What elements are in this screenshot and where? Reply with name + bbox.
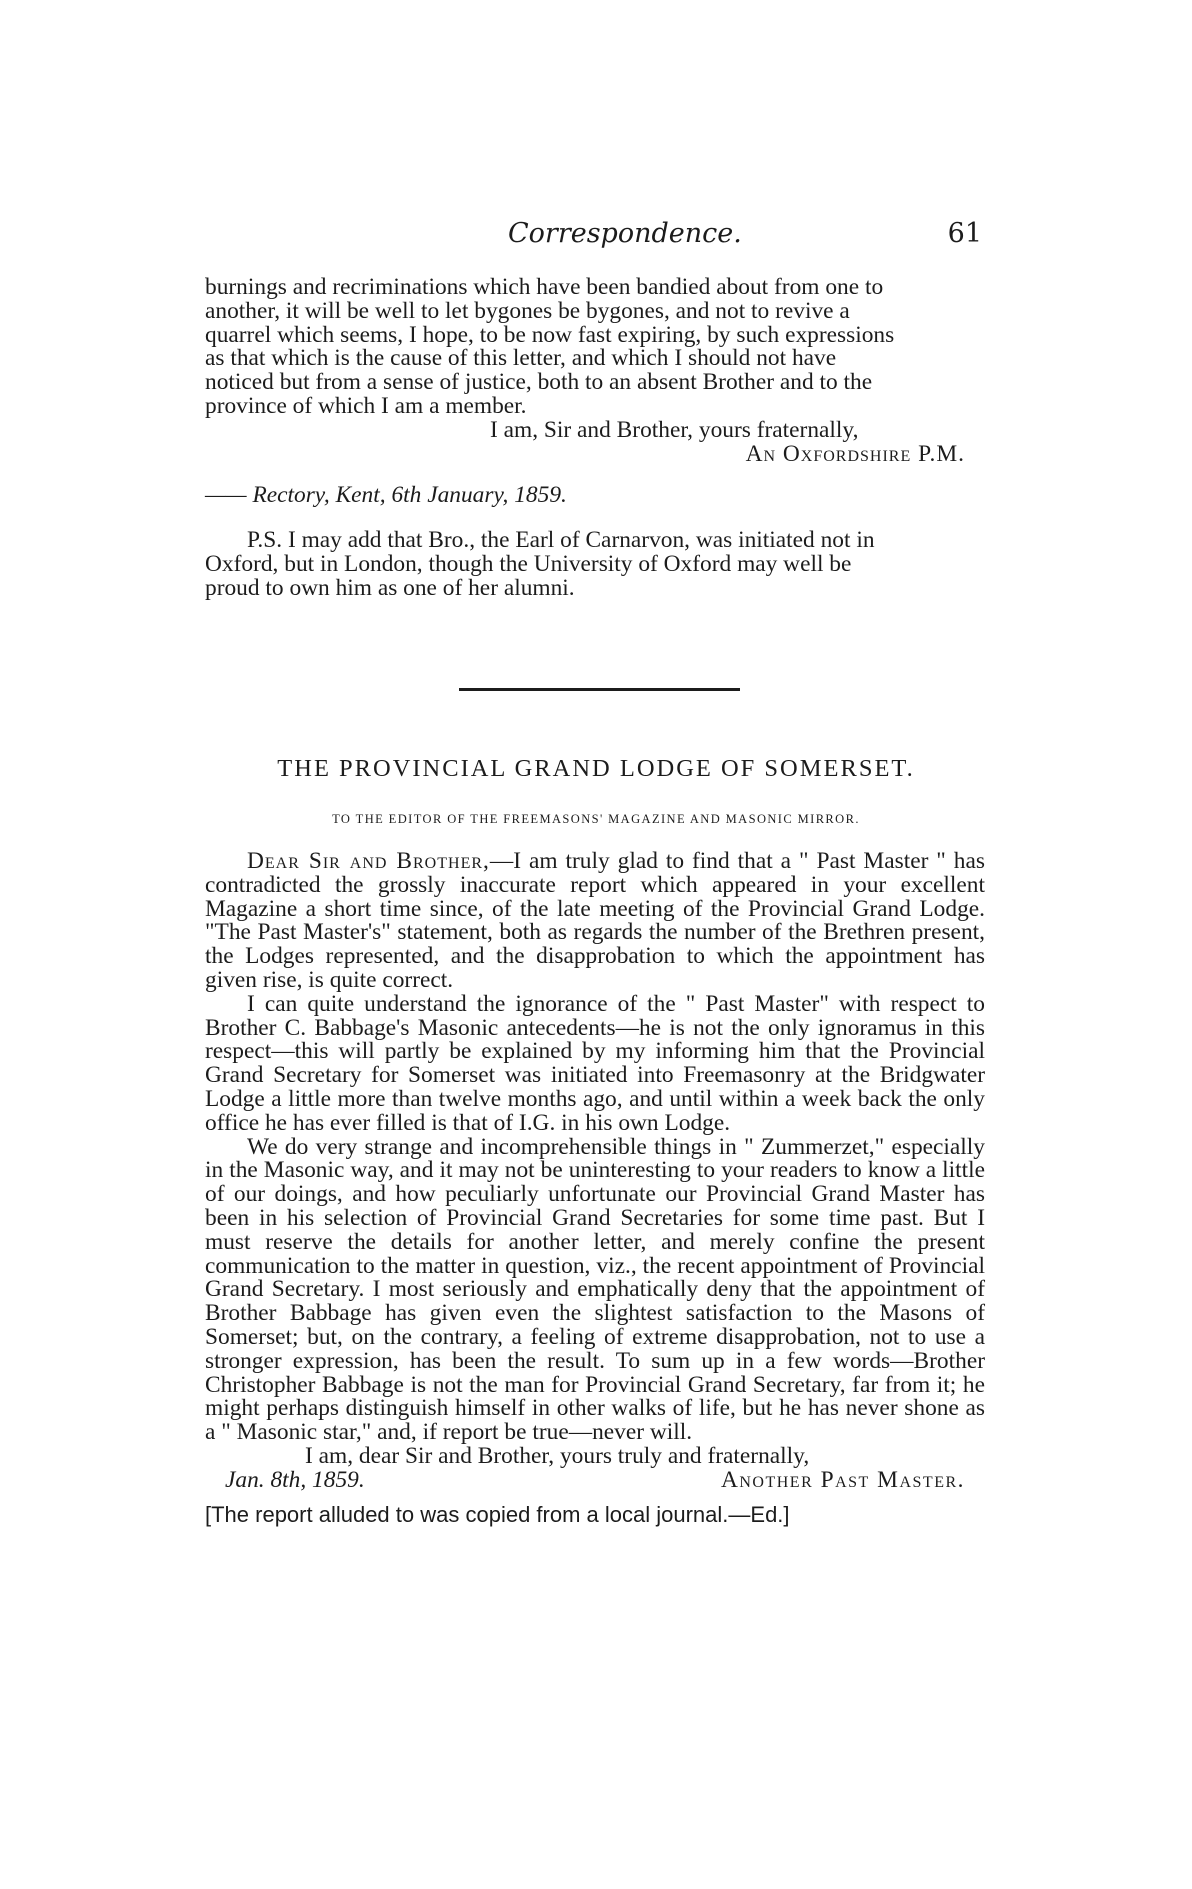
text-line: burnings and recriminations which have been bandied about from one to — [205, 274, 884, 300]
text-line: as that which is the cause of this letter, and which I should not have — [205, 345, 837, 372]
running-title: Correspondence. — [508, 218, 742, 249]
editor-note: [The report alluded to was copied from a local journal.—Ed.] — [205, 1501, 790, 1527]
text-line: another, it will be well to let bygones be bygones, and not to revive a — [205, 297, 850, 324]
paragraph: We do very strange and incomprehensible things in " Zummerzet," especially in the Masonic way, and it may not be uninteresting to your readers to know a little of our doings, and how peculiarly unfortunate our Provincial Grand Master has been in his selection of Provincial Grand Secretaries for some time past. But I must reserve the details for another letter, and merely confine the present communication to the matter in question, viz., the recent appointment of Provincial Grand Secretary. I most seriously and emphatically deny that the appointment of Brother Babbage has given even the slightest satisfaction to the Masons of Somerset; but, on the contrary, a feeling of extreme disapprobation, not to use a stronger expression, has been the result. To sum up in a few words—Brother Christopher Babbage is not the man for Provincial Grand Secretary, far from it; he might perhaps distinguish himself in other walks of life, but he has never shone as a " Masonic star," and, if report be true—never will. — [205, 1133, 985, 1446]
salutation: Dear Sir and Brother, — [247, 848, 490, 874]
letter-date: Jan. 8th, 1859. — [225, 1466, 365, 1493]
postscript-line: Oxford, but in London, though the University of Oxford may well be — [205, 550, 852, 577]
paragraph — [205, 850, 985, 993]
text-line: province of which I am a member. — [205, 392, 527, 419]
signature-row — [205, 1466, 985, 1493]
text-line: quarrel which seems, I hope, to be now fast expiring, by such expressions — [205, 321, 895, 348]
signature: Another Past Master. — [720, 1466, 965, 1493]
article-headline: THE PROVINCIAL GRAND LODGE OF SOMERSET. — [277, 755, 915, 782]
closing-line: I am, dear Sir and Brother, yours truly and fraternally, — [305, 1442, 810, 1469]
second-letter — [205, 850, 985, 1527]
paragraph-text: —I am truly glad to find that a " Past Master " has contradicted the grossly inaccurate report which appeared in your excellent Magazine a short time since, of the late meeting of the Provincial Grand Lodge. "The Past Master's" statement, both as regards the number of the Brethren present, the Lodges represented, and the disapprobation to which the appointment has given rise, is quite correct. — [205, 848, 985, 993]
signature: An Oxfordshire P.M. — [745, 440, 965, 467]
text-line: noticed but from a sense of justice, both to an absent Brother and to the — [205, 369, 873, 396]
first-letter-end — [205, 276, 985, 601]
running-head — [0, 218, 1192, 258]
closing-line: I am, Sir and Brother, yours fraternally, — [490, 416, 859, 443]
paragraph: I can quite understand the ignorance of the " Past Master" with respect to Brother C. Babbage's Masonic antecedents—he is not the only ignoramus in this respect—this will partly be explained by my informing him that the Provincial Grand Secretary for Somerset was initiated into Freemasonry at the Bridgwater Lodge a little more than twelve months ago, and until within a week back the only office he has ever filled is that of I.G. in his own Lodge. — [205, 990, 985, 1136]
dateline: —— Rectory, Kent, 6th January, 1859. — [205, 482, 567, 509]
section-divider — [459, 688, 740, 691]
postscript-line: P.S. I may add that Bro., the Earl of Carnarvon, was initiated not in — [247, 527, 875, 554]
page-number: 61 — [947, 218, 982, 249]
article-subhead: TO THE EDITOR OF THE FREEMASONS' MAGAZINE AND MASONIC MIRROR. — [332, 812, 860, 826]
postscript-line: proud to own him as one of her alumni. — [205, 574, 575, 601]
